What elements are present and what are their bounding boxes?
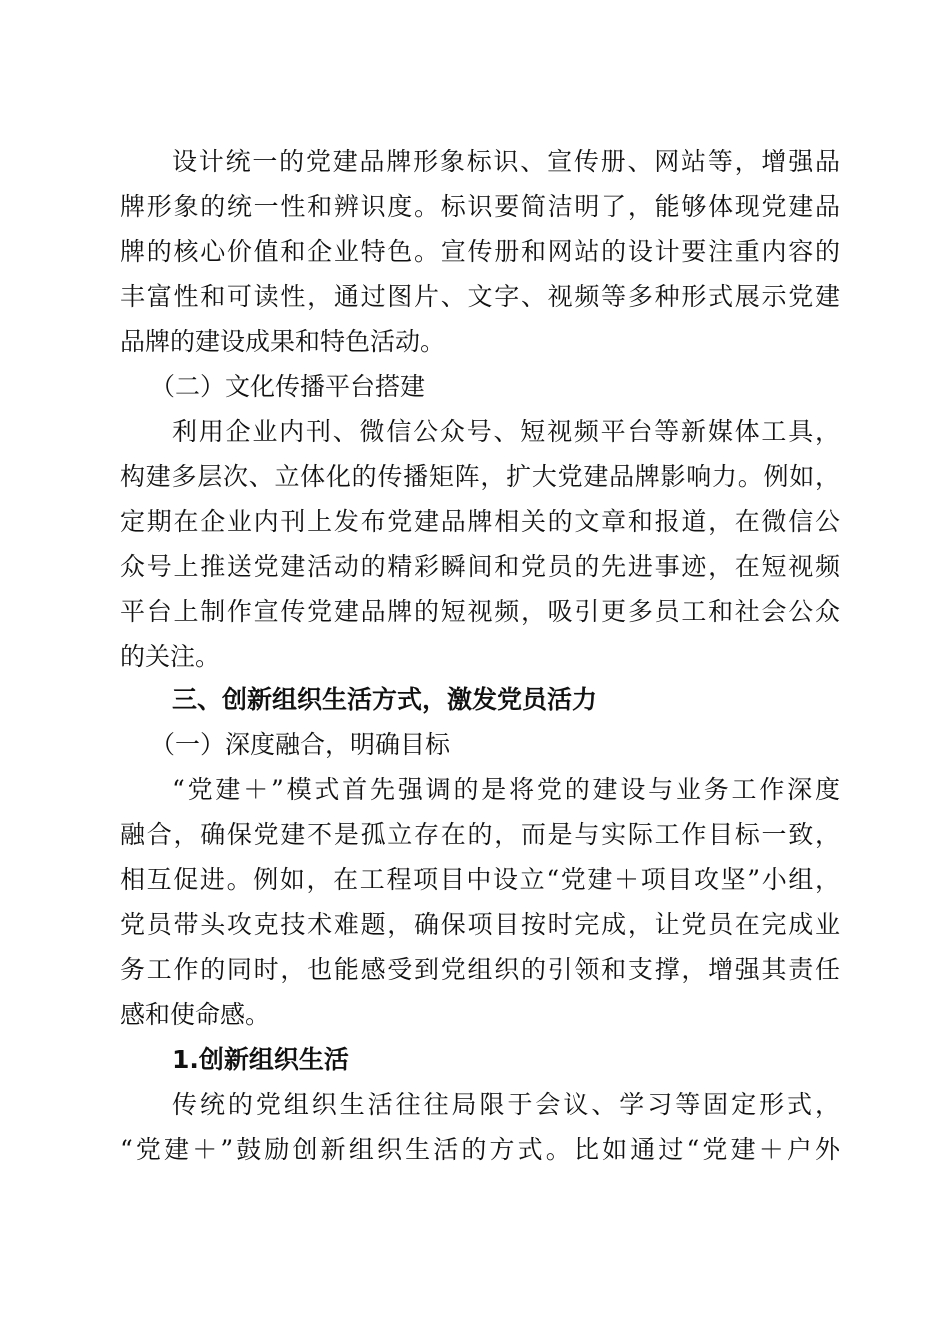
paragraph-line: 相互促进。例如，在工程项目中设立“党建＋项目攻坚”小组，: [120, 865, 840, 894]
paragraph-line: 众号上推送党建活动的精彩瞬间和党员的先进事迹，在短视频: [120, 552, 840, 581]
paragraph-line: 定期在企业内刊上发布党建品牌相关的文章和报道，在微信公: [120, 507, 840, 536]
paragraph-line: 融合，确保党建不是孤立存在的，而是与实际工作目标一致，: [120, 820, 840, 849]
subheading-culture-platform: （二）文化传播平台搭建: [150, 372, 426, 401]
paragraph-line: 党员带头攻克技术难题，确保项目按时完成，让党员在完成业: [120, 910, 840, 939]
paragraph-line: “党建＋”鼓励创新组织生活的方式。比如通过“党建＋户外: [120, 1135, 840, 1164]
paragraph-line: 丰富性和可读性，通过图片、文字、视频等多种形式展示党建: [120, 282, 840, 311]
paragraph-line: 品牌的建设成果和特色活动。: [120, 327, 446, 356]
paragraph-line: “党建＋”模式首先强调的是将党的建设与业务工作深度: [172, 775, 840, 804]
paragraph-line: 设计统一的党建品牌形象标识、宣传册、网站等，增强品: [172, 147, 840, 176]
paragraph-line: 构建多层次、立体化的传播矩阵，扩大党建品牌影响力。例如，: [120, 462, 840, 491]
paragraph-line: 牌形象的统一性和辨识度。标识要简洁明了，能够体现党建品: [120, 192, 840, 221]
paragraph-line: 平台上制作宣传党建品牌的短视频，吸引更多员工和社会公众: [120, 597, 840, 626]
paragraph-line: 传统的党组织生活往往局限于会议、学习等固定形式，: [172, 1090, 840, 1119]
subheading-innovate-org-life: 1.创新组织生活: [172, 1045, 349, 1074]
section-heading-3: 三、创新组织生活方式，激发党员活力: [172, 685, 598, 714]
subheading-deep-integration: （一）深度融合，明确目标: [150, 730, 451, 759]
paragraph-line: 牌的核心价值和企业特色。宣传册和网站的设计要注重内容的: [120, 237, 840, 266]
paragraph-line: 利用企业内刊、微信公众号、短视频平台等新媒体工具，: [172, 417, 840, 446]
paragraph-line: 感和使命感。: [120, 1000, 271, 1029]
paragraph-line: 的关注。: [120, 642, 221, 671]
paragraph-line: 务工作的同时，也能感受到党组织的引领和支撑，增强其责任: [120, 955, 840, 984]
